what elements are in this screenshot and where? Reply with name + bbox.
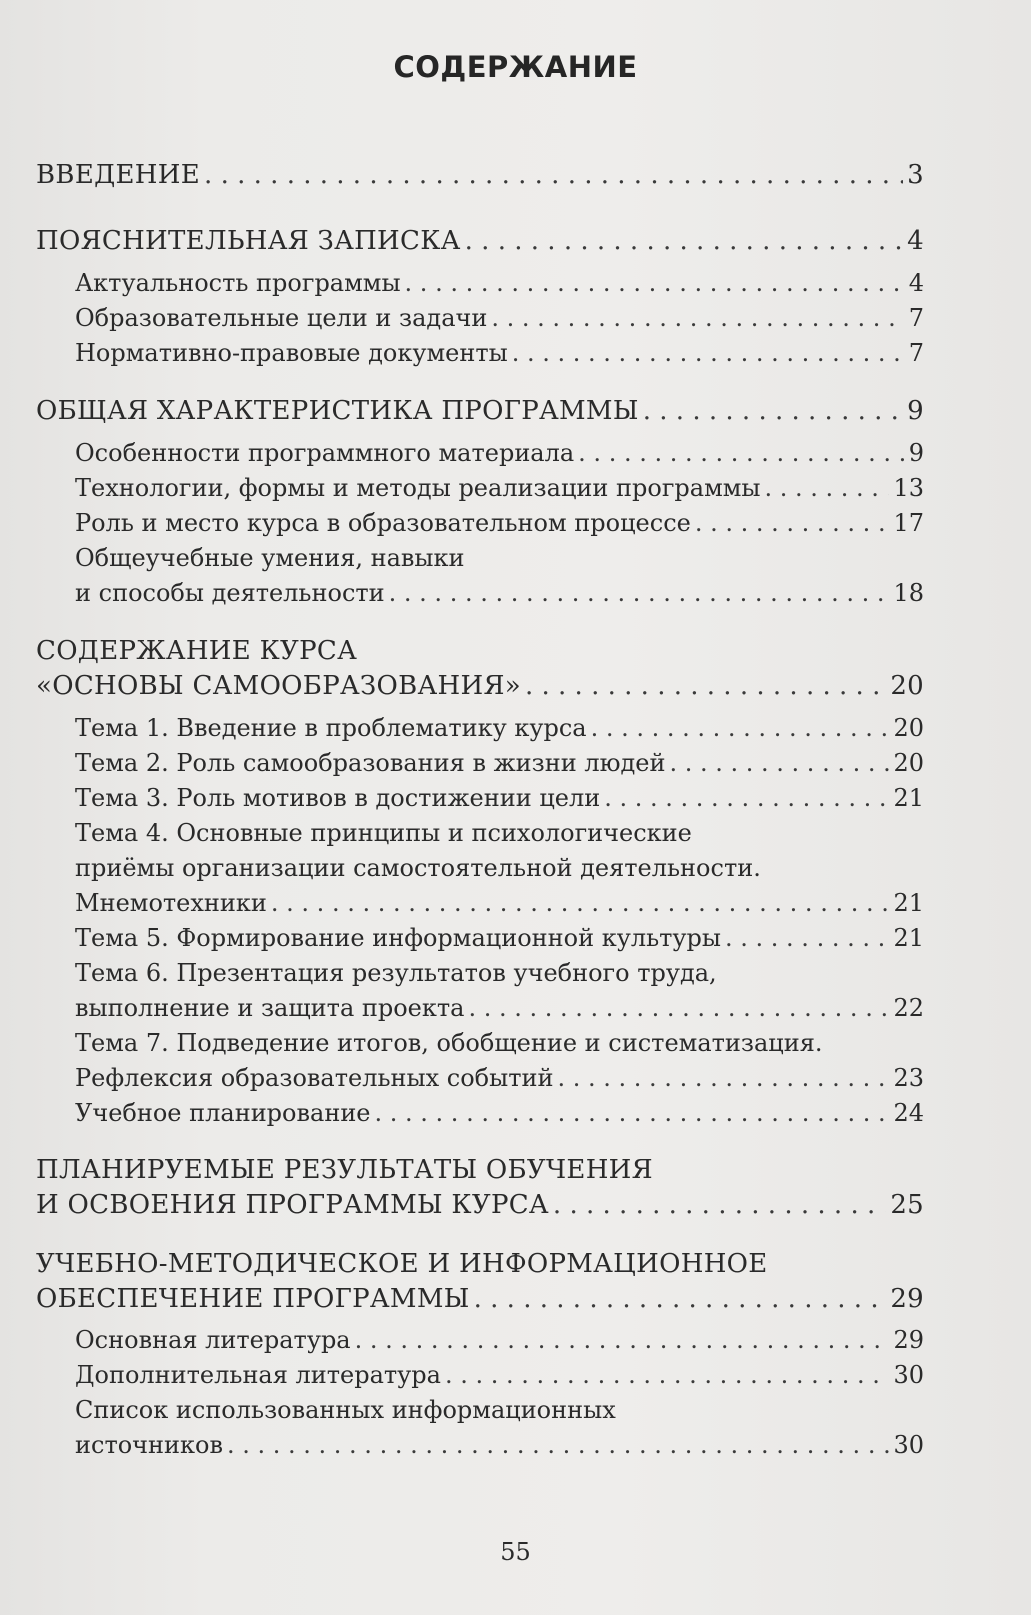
dot-leader [405, 268, 905, 298]
toc-subentry [75, 578, 924, 608]
toc-entry-text-line: Тема 7. Подведение итогов, обобщение и систематизация. [75, 1029, 823, 1057]
toc-entry-text-line: УЧЕБНО-МЕТОДИЧЕСКОЕ И ИНФОРМАЦИОННОЕ [36, 1249, 768, 1279]
toc-page-number: 30 [893, 1431, 924, 1459]
dot-leader [525, 671, 886, 701]
dot-leader [271, 888, 890, 918]
dot-leader [695, 508, 890, 538]
toc-subentry [75, 508, 924, 538]
toc-entry [36, 396, 924, 426]
toc-page-number: 20 [893, 714, 924, 742]
dot-leader [669, 748, 889, 778]
toc-entry-text: Рефлексия образовательных событий [75, 1064, 554, 1092]
page-number: 55 [500, 1538, 531, 1566]
toc-entry-text: Тема 2. Роль самообразования в жизни людей [75, 749, 666, 777]
toc-page-number: 30 [893, 1361, 924, 1389]
toc-entry-text: Образовательные цели и задачи [75, 304, 488, 332]
toc-subentry [75, 438, 924, 468]
toc-page-number: 4 [908, 269, 924, 297]
toc-entry-text: И ОСВОЕНИЯ ПРОГРАММЫ КУРСА [36, 1190, 549, 1220]
dot-leader [591, 713, 890, 743]
dot-leader [512, 338, 905, 368]
toc-entry-text: Основная литература [75, 1326, 351, 1354]
toc-subentry [75, 268, 924, 298]
toc-subentry [75, 1063, 924, 1093]
toc-page-number: 4 [907, 226, 924, 256]
toc-subentry [75, 338, 924, 368]
toc-page-number: 29 [893, 1326, 924, 1354]
toc-entry-text: Учебное планирование [75, 1099, 371, 1127]
toc-entry-text: выполнение и защита проекта [75, 994, 465, 1022]
toc-entry-text: Мнемотехники [75, 889, 267, 917]
toc-entry-text: ОБЕСПЕЧЕНИЕ ПРОГРАММЫ [36, 1284, 470, 1314]
toc-entry-text: «ОСНОВЫ САМООБРАЗОВАНИЯ» [36, 671, 521, 701]
toc-entry-text: ОБЩАЯ ХАРАКТЕРИСТИКА ПРОГРАММЫ [36, 396, 639, 426]
toc-page-number: 24 [893, 1099, 924, 1127]
toc-entry-text-line: приёмы организации самостоятельной деятельности. [75, 854, 761, 882]
toc-page-number: 29 [890, 1284, 924, 1314]
dot-leader [558, 1063, 890, 1093]
toc-page-number: 21 [893, 784, 924, 812]
toc-page-number: 9 [908, 439, 924, 467]
toc-page-number: 17 [893, 509, 924, 537]
page-title: СОДЕРЖАНИЕ [393, 50, 638, 84]
toc-page-number: 25 [890, 1190, 924, 1220]
toc-entry-text: Тема 5. Формирование информационной культуры [75, 924, 722, 952]
toc-entry [36, 671, 924, 701]
toc-entry [36, 1190, 924, 1220]
dot-leader [445, 1360, 889, 1390]
dot-leader [389, 578, 890, 608]
toc-subentry [75, 303, 924, 333]
toc-page-number: 18 [893, 579, 924, 607]
toc-entry-text: Технологии, формы и методы реализации программы [75, 474, 761, 502]
toc-subentry [75, 1325, 924, 1355]
dot-leader [465, 226, 904, 256]
dot-leader [604, 783, 889, 813]
toc-entry-text: Дополнительная литература [75, 1361, 441, 1389]
toc-entry-text-line: СОДЕРЖАНИЕ КУРСА [36, 636, 358, 666]
toc-subentry [75, 1360, 924, 1390]
toc-subentry [75, 783, 924, 813]
dot-leader [375, 1098, 890, 1128]
toc-entry-text-line: Список использованных информационных [75, 1396, 616, 1424]
toc-subentry [75, 993, 924, 1023]
dot-leader [553, 1190, 886, 1220]
toc-entry [36, 1284, 924, 1314]
toc-entry-text: Тема 3. Роль мотивов в достижении цели [75, 784, 601, 812]
toc-entry-text: Актуальность программы [75, 269, 401, 297]
dot-leader [765, 473, 890, 503]
toc-subentry [75, 473, 924, 503]
dot-leader [204, 160, 903, 190]
toc-page-number: 7 [908, 304, 924, 332]
toc-page-number: 20 [890, 671, 924, 701]
toc-page-number: 23 [893, 1064, 924, 1092]
toc-page-number: 21 [893, 924, 924, 952]
toc-subentry [75, 923, 924, 953]
dot-leader [725, 923, 889, 953]
toc-page-number: 20 [893, 749, 924, 777]
dot-leader [474, 1284, 887, 1314]
toc-subentry [75, 1430, 924, 1460]
toc-subentry [75, 888, 924, 918]
toc-entry-text: Нормативно-правовые документы [75, 339, 508, 367]
toc-entry-text-line: Общеучебные умения, навыки [75, 544, 465, 572]
toc-entry-text: Тема 1. Введение в проблематику курса [75, 714, 587, 742]
toc-entry-text-line: Тема 4. Основные принципы и психологические [75, 819, 692, 847]
toc-page-number: 9 [907, 396, 924, 426]
toc-entry-text: ВВЕДЕНИЕ [36, 160, 201, 190]
dot-leader [355, 1325, 890, 1355]
toc-entry [36, 160, 924, 190]
dot-leader [491, 303, 904, 333]
toc-page-number: 13 [893, 474, 924, 502]
toc-page-number: 21 [893, 889, 924, 917]
toc-page-number: 7 [908, 339, 924, 367]
dot-leader [643, 396, 903, 426]
toc-entry-text: источников [75, 1431, 223, 1459]
toc-entry-text-line: Тема 6. Презентация результатов учебного труда, [75, 959, 717, 987]
toc-entry [36, 226, 924, 256]
dot-leader [227, 1430, 889, 1460]
toc-subentry [75, 1098, 924, 1128]
dot-leader [578, 438, 905, 468]
toc-entry-text: и способы деятельности [75, 579, 385, 607]
dot-leader [468, 993, 889, 1023]
toc-entry-text: ПОЯСНИТЕЛЬНАЯ ЗАПИСКА [36, 226, 461, 256]
toc-entry-text: Роль и место курса в образовательном процессе [75, 509, 691, 537]
toc-entry-text: Особенности программного материала [75, 439, 575, 467]
toc-page-number: 22 [893, 994, 924, 1022]
toc-subentry [75, 748, 924, 778]
toc-subentry [75, 713, 924, 743]
toc-page-number: 3 [907, 160, 924, 190]
toc-entry-text-line: ПЛАНИРУЕМЫЕ РЕЗУЛЬТАТЫ ОБУЧЕНИЯ [36, 1155, 653, 1185]
